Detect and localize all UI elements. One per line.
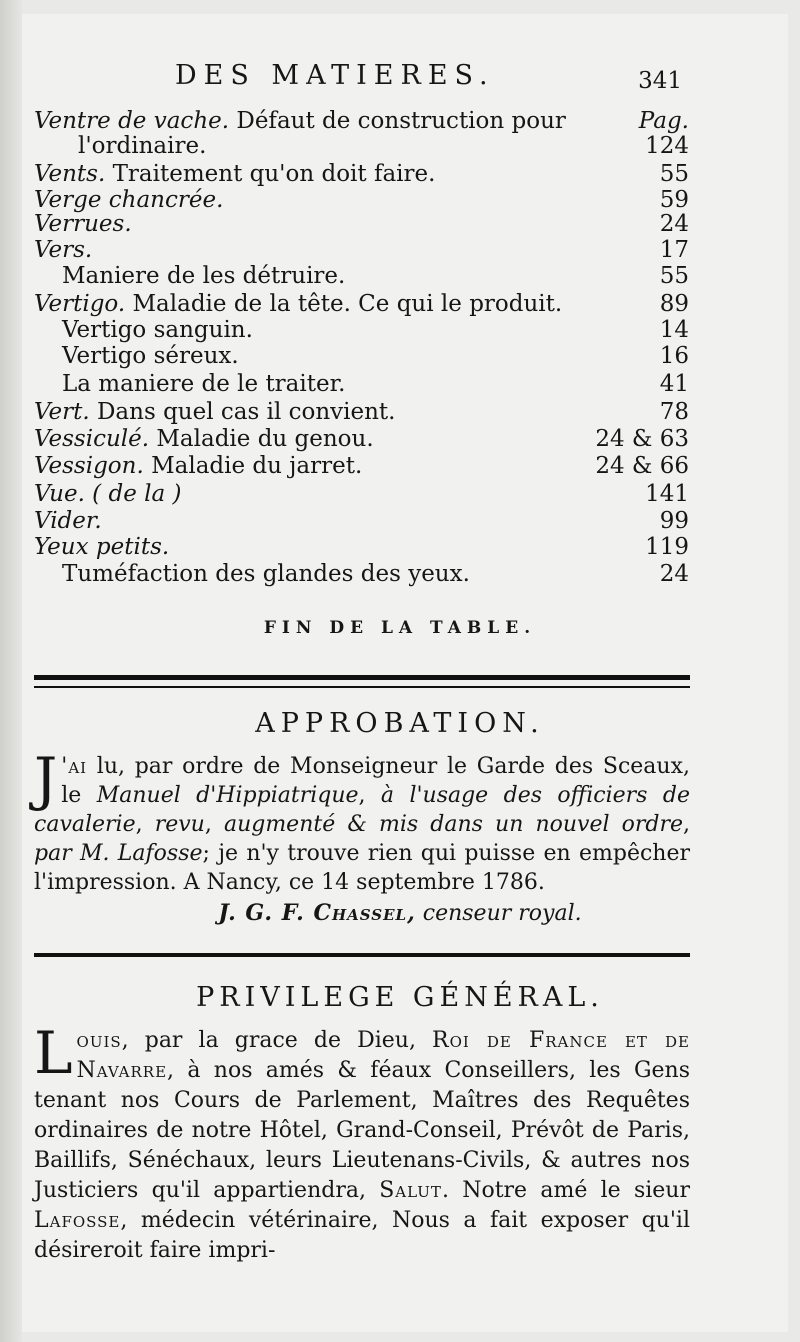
page-number: 341 [638, 68, 682, 94]
index-entry: Ventre de vache. Défaut de construction pour Pag. [34, 108, 689, 134]
index-entry: Vue. ( de la ) 141 [34, 481, 689, 507]
approbation-text: J 'ai lu, par ordre de Monseigneur le Garde des Sceaux, le Manuel d'Hippiatrique, à l'usage des officiers de cavalerie, revu, augmenté & mis dans un nouvel ordre, par M. Lafosse; je n'y trouve rien qui puisse en empêcher l'impression. A Nancy, ce 14 septembre 1786. [34, 745, 690, 895]
index-entry: Vents. Traitement qu'on doit faire. 55 [34, 161, 689, 187]
index-entry: La maniere de le traiter. 41 [62, 371, 689, 397]
index-entry: Vessiculé. Maladie du genou. 24 & 63 [34, 426, 689, 452]
index-entry: Vertigo. Maladie de la tête. Ce qui le produit. 89 [34, 291, 689, 317]
index-entry: Vertigo sanguin. 14 [62, 317, 689, 343]
index-entry: Vers. 17 [34, 237, 689, 263]
index-entry: Vider. 99 [34, 508, 689, 534]
running-header [0, 60, 800, 100]
index-entry: Vert. Dans quel cas il convient. 78 [34, 399, 689, 425]
index-entry: l'ordinaire. 124 [78, 133, 689, 159]
double-rule [34, 675, 690, 688]
index-entry: Vessigon. Maladie du jarret. 24 & 66 [34, 453, 689, 479]
drop-cap: J [34, 745, 58, 813]
signature-line: J. G. F. Chassel, censeur royal. [218, 900, 582, 926]
page-edge [0, 0, 22, 1342]
drop-cap: L [34, 1019, 73, 1087]
index-entry: Tuméfaction des glandes des yeux. 24 [62, 561, 689, 587]
index-entry: Maniere de les détruire. 55 [62, 263, 689, 289]
index-entry: Yeux petits. 119 [34, 534, 689, 560]
index-entry: Verge chancrée. 59 [34, 187, 689, 213]
privilege-text: Louis, par la grace de Dieu, Roi de France et de Navarre, à nos amés & féaux Conseillers, les Gens tenant nos Cours de Parlement, Maîtres des Requêtes ordinaires de notre Hôtel, Grand-Conseil, Prévôt de Paris, Baillifs, Sénéchaux, leurs Lieutenans-Civils, & autres nos Justiciers qu'il appartiendra, Salut. Notre amé le sieur Lafosse, médecin vétérinaire, Nous a fait exposer qu'il désireroit faire impri- [34, 1019, 690, 1263]
approbation-heading: APPROBATION. [255, 708, 545, 739]
index-entry: Vertigo séreux. 16 [62, 343, 689, 369]
header-title: DES MATIERES. [175, 60, 495, 91]
end-of-table: FIN DE LA TABLE. [263, 618, 537, 638]
section-rule [34, 953, 690, 957]
privilege-heading: PRIVILEGE GÉNÉRAL. [196, 982, 604, 1013]
index-entry: Verrues. 24 [34, 211, 689, 237]
